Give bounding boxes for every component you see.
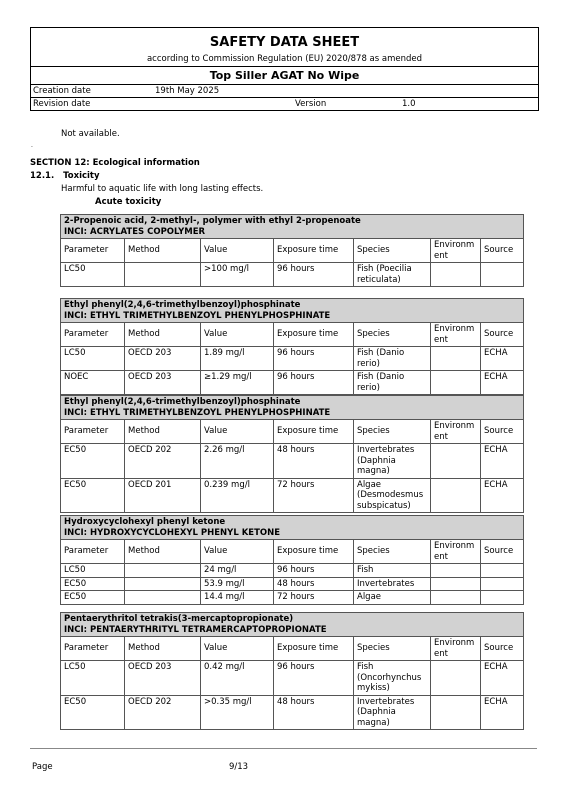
substance-title — [61, 396, 524, 420]
table-cell: 96 hours — [274, 347, 354, 371]
column-header: Species — [354, 540, 431, 564]
column-header: Method — [125, 323, 201, 347]
table-cell: EC50 — [61, 478, 125, 513]
table-cell: 96 hours — [274, 263, 354, 287]
column-header: Environm ent — [431, 239, 481, 263]
column-header: Method — [125, 239, 201, 263]
table-cell: 2.26 mg/l — [201, 444, 274, 479]
table-cell: OECD 203 — [125, 371, 201, 395]
page-number: 9/13 — [229, 762, 249, 772]
regulation-text: according to Commission Regulation (EU) 2020/878 as amended — [31, 52, 538, 67]
table-cell: ECHA — [481, 347, 524, 371]
table-cell: OECD 201 — [125, 478, 201, 513]
substance-inci: INCI: PENTAERYTHRITYL TETRAMERCAPTOPROPIONATE — [64, 624, 327, 635]
creation-value: 19th May 2025 — [155, 86, 220, 96]
column-header: Source — [481, 239, 524, 263]
column-header: Environm ent — [431, 420, 481, 444]
column-header: Species — [354, 637, 431, 661]
table-row — [61, 263, 524, 287]
table-row — [61, 347, 524, 371]
substance-title — [61, 613, 524, 637]
table-cell: LC50 — [61, 347, 125, 371]
column-header: Environm ent — [431, 323, 481, 347]
column-header: Value — [201, 239, 274, 263]
revision-row — [31, 98, 538, 110]
footer-divider — [30, 748, 537, 749]
table-cell: 53.9 mg/l — [201, 577, 274, 591]
column-header: Method — [125, 540, 201, 564]
table-cell — [431, 577, 481, 591]
substance-inci: INCI: ETHYL TRIMETHYLBENZOYL PHENYLPHOSPHINATE — [64, 310, 331, 321]
substance-inci: INCI: ETHYL TRIMETHYLBENZOYL PHENYLPHOSPHINATE — [64, 407, 331, 418]
table-cell: ECHA — [481, 478, 524, 513]
table-row — [61, 591, 524, 605]
section-title: SECTION 12: Ecological information — [30, 158, 200, 168]
table-cell — [431, 478, 481, 513]
acute-toxicity-title: Acute toxicity — [95, 197, 162, 207]
table-cell: OECD 203 — [125, 347, 201, 371]
table-cell: OECD 202 — [125, 695, 201, 730]
table-cell: OECD 202 — [125, 444, 201, 479]
column-header: Environm ent — [431, 637, 481, 661]
column-header: Species — [354, 323, 431, 347]
table-cell — [125, 577, 201, 591]
table-cell: EC50 — [61, 577, 125, 591]
column-header: Method — [125, 637, 201, 661]
column-header: Value — [201, 637, 274, 661]
table-cell: Fish (Oncorhynchus mykiss) — [354, 661, 431, 696]
product-name: Top Siller AGAT No Wipe — [31, 67, 538, 85]
table-cell: LC50 — [61, 564, 125, 578]
table-cell: ECHA — [481, 661, 524, 696]
column-header: Exposure time — [274, 239, 354, 263]
table-header-row — [61, 323, 524, 347]
table-cell: Fish — [354, 564, 431, 578]
table-cell: ECHA — [481, 371, 524, 395]
table-cell: ECHA — [481, 444, 524, 479]
table-cell: Invertebrates (Daphnia magna) — [354, 695, 431, 730]
column-header: Value — [201, 420, 274, 444]
table-cell: 0.239 mg/l — [201, 478, 274, 513]
toxicity-table — [60, 395, 524, 513]
column-header: Parameter — [61, 323, 125, 347]
table-cell — [431, 263, 481, 287]
table-cell: EC50 — [61, 444, 125, 479]
table-cell: ≥1.29 mg/l — [201, 371, 274, 395]
column-header: Value — [201, 540, 274, 564]
table-cell: 0.42 mg/l — [201, 661, 274, 696]
column-header: Species — [354, 420, 431, 444]
column-header: Parameter — [61, 637, 125, 661]
document-title: SAFETY DATA SHEET — [209, 35, 360, 50]
table-cell — [125, 263, 201, 287]
table-row — [61, 444, 524, 479]
substance-title — [61, 516, 524, 540]
column-header: Exposure time — [274, 540, 354, 564]
table-cell: OECD 203 — [125, 661, 201, 696]
table-cell — [481, 564, 524, 578]
table-cell: >100 mg/l — [201, 263, 274, 287]
table-row — [61, 371, 524, 395]
table-cell — [481, 577, 524, 591]
table-cell: Invertebrates — [354, 577, 431, 591]
table-cell: EC50 — [61, 695, 125, 730]
toxicity-table — [60, 298, 524, 395]
table-cell — [431, 444, 481, 479]
table-cell — [125, 564, 201, 578]
substance-inci: INCI: HYDROXYCYCLOHEXYL PHENYL KETONE — [64, 527, 281, 538]
substance-name: Ethyl phenyl(2,4,6-trimethylbenzoyl)phosphinate — [64, 397, 301, 407]
table-cell: Algae (Desmodesmus subspicatus) — [354, 478, 431, 513]
version-label: Version — [295, 99, 327, 109]
creation-row — [31, 85, 538, 98]
table-cell — [481, 591, 524, 605]
table-header-row — [61, 540, 524, 564]
table-cell: Fish (Poecilia reticulata) — [354, 263, 431, 287]
column-header: Exposure time — [274, 637, 354, 661]
table-cell — [431, 591, 481, 605]
column-header: Parameter — [61, 540, 125, 564]
table-cell: 96 hours — [274, 564, 354, 578]
table-cell: LC50 — [61, 263, 125, 287]
table-cell: 96 hours — [274, 661, 354, 696]
revision-label: Revision date — [33, 99, 91, 109]
table-header-row — [61, 239, 524, 263]
column-header: Parameter — [61, 239, 125, 263]
table-cell: Invertebrates (Daphnia magna) — [354, 444, 431, 479]
substance-name: Pentaerythritol tetrakis(3-mercaptopropionate) — [64, 614, 294, 624]
table-cell: 72 hours — [274, 591, 354, 605]
table-cell: Fish (Danio rerio) — [354, 347, 431, 371]
table-cell: Fish (Danio rerio) — [354, 371, 431, 395]
table-cell — [431, 695, 481, 730]
table-cell: ECHA — [481, 695, 524, 730]
column-header: Source — [481, 540, 524, 564]
table-cell: 14.4 mg/l — [201, 591, 274, 605]
table-cell: Algae — [354, 591, 431, 605]
not-available-text: Not available. — [61, 129, 120, 139]
table-cell: 48 hours — [274, 577, 354, 591]
table-cell: 48 hours — [274, 444, 354, 479]
table-cell — [431, 564, 481, 578]
table-cell: NOEC — [61, 371, 125, 395]
page-label: Page — [32, 762, 53, 772]
table-row — [61, 695, 524, 730]
table-cell — [125, 591, 201, 605]
table-header-row — [61, 637, 524, 661]
toxicity-table — [60, 612, 524, 730]
column-header: Source — [481, 637, 524, 661]
substance-name: Hydroxycyclohexyl phenyl ketone — [64, 517, 226, 527]
table-row — [61, 478, 524, 513]
hazard-statement: Harmful to aquatic life with long lasting effects. — [61, 184, 264, 194]
table-cell: 24 mg/l — [201, 564, 274, 578]
version-value: 1.0 — [402, 99, 416, 109]
table-row — [61, 564, 524, 578]
column-header: Parameter — [61, 420, 125, 444]
column-header: Exposure time — [274, 323, 354, 347]
column-header: Environm ent — [431, 540, 481, 564]
table-cell: 72 hours — [274, 478, 354, 513]
creation-label: Creation date — [33, 86, 91, 96]
table-cell: 1.89 mg/l — [201, 347, 274, 371]
table-header-row — [61, 420, 524, 444]
table-cell: EC50 — [61, 591, 125, 605]
table-cell — [431, 347, 481, 371]
table-cell — [431, 371, 481, 395]
table-cell: 48 hours — [274, 695, 354, 730]
table-cell: >0.35 mg/l — [201, 695, 274, 730]
table-cell: 96 hours — [274, 371, 354, 395]
subsection-title: 12.1. Toxicity — [30, 171, 100, 181]
substance-title — [61, 215, 524, 239]
table-row — [61, 661, 524, 696]
column-header: Value — [201, 323, 274, 347]
table-row — [61, 577, 524, 591]
document-header — [30, 27, 539, 111]
substance-name: Ethyl phenyl(2,4,6-trimethylbenzoyl)phosphinate — [64, 300, 301, 310]
toxicity-table — [60, 515, 524, 605]
substance-title — [61, 299, 524, 323]
substance-inci: INCI: ACRYLATES COPOLYMER — [64, 226, 206, 237]
column-header: Exposure time — [274, 420, 354, 444]
column-header: Species — [354, 239, 431, 263]
column-header: Method — [125, 420, 201, 444]
table-cell: LC50 — [61, 661, 125, 696]
table-cell — [431, 661, 481, 696]
toxicity-table — [60, 214, 524, 287]
dot-mark: . — [31, 142, 33, 149]
table-cell — [481, 263, 524, 287]
column-header: Source — [481, 420, 524, 444]
column-header: Source — [481, 323, 524, 347]
substance-name: 2-Propenoic acid, 2-methyl-, polymer with ethyl 2-propenoate — [64, 216, 361, 226]
